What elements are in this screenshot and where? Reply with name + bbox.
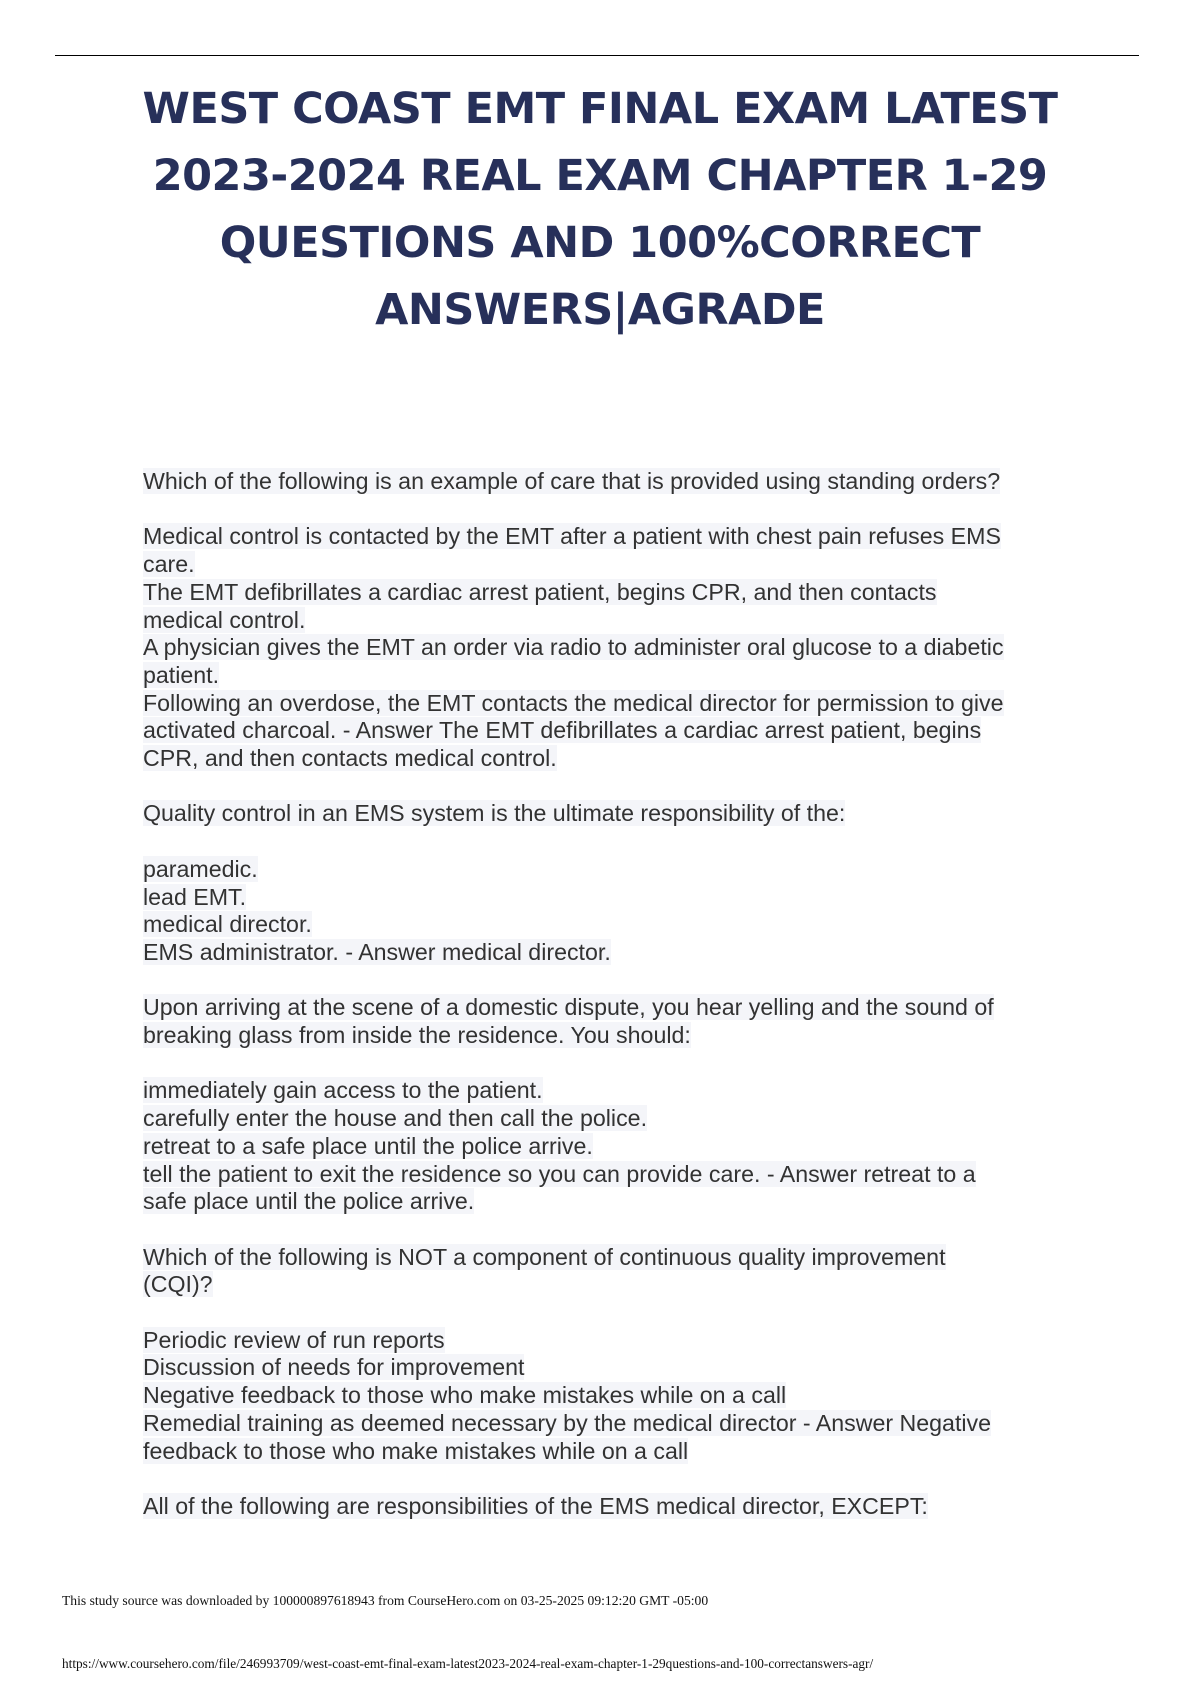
- text-line: [143, 634, 1063, 662]
- text-line: [143, 607, 1063, 635]
- highlighted-text: care.: [143, 551, 195, 578]
- highlighted-text: Remedial training as deemed necessary by the medical director - Answer Negative: [143, 1409, 992, 1436]
- text-block: [143, 800, 1063, 828]
- highlighted-text: tell the patient to exit the residence so you can provide care. - Answer retreat to a: [143, 1160, 976, 1187]
- highlighted-text: EMS administrator. - Answer medical director.: [143, 938, 611, 965]
- text-line: [143, 1077, 1063, 1105]
- text-line: [143, 551, 1063, 579]
- highlighted-text: carefully enter the house and then call the police.: [143, 1105, 648, 1132]
- source-url[interactable]: https://www.coursehero.com/file/246993709/west-coast-emt-final-exam-latest2023-2024-real-exam-chapter-1-29questions-and-100-correctanswers-agr/: [62, 1656, 874, 1671]
- text-block: [143, 994, 1063, 1049]
- text-line: [143, 1493, 1063, 1521]
- text-line: [143, 523, 1063, 551]
- highlighted-text: medical director.: [143, 911, 312, 938]
- highlighted-text: lead EMT.: [143, 883, 247, 910]
- text-line: [143, 911, 1063, 939]
- highlighted-text: feedback to those who make mistakes while on a call: [143, 1437, 689, 1464]
- text-line: [143, 800, 1063, 828]
- highlighted-text: A physician gives the EMT an order via radio to administer oral glucose to a diabetic: [143, 634, 1004, 661]
- text-line: [143, 1382, 1063, 1410]
- highlighted-text: Which of the following is NOT a component of continuous quality improvement: [143, 1243, 946, 1270]
- highlighted-text: paramedic.: [143, 855, 258, 882]
- text-line: [143, 1410, 1063, 1438]
- text-block: [143, 856, 1063, 967]
- text-line: [143, 662, 1063, 690]
- text-line: [143, 468, 1063, 496]
- text-block: [143, 523, 1063, 772]
- top-divider-line: [55, 55, 1139, 56]
- text-line: [143, 1438, 1063, 1466]
- text-line: [143, 690, 1063, 718]
- highlighted-text: Upon arriving at the scene of a domestic dispute, you hear yelling and the sound of: [143, 994, 994, 1021]
- text-line: [143, 1354, 1063, 1382]
- highlighted-text: Negative feedback to those who make mistakes while on a call: [143, 1382, 787, 1409]
- text-block: [143, 1493, 1063, 1521]
- text-line: [143, 1022, 1063, 1050]
- highlighted-text: All of the following are responsibilities of the EMS medical director, EXCEPT:: [143, 1492, 928, 1519]
- text-line: [143, 1133, 1063, 1161]
- document-title: [110, 76, 1090, 344]
- highlighted-text: Discussion of needs for improvement: [143, 1354, 525, 1381]
- text-line: [143, 939, 1063, 967]
- download-source-notice: This study source was downloaded by 100000897618943 from CourseHero.com on 03-25-2025 09:12:20 GMT -05:00: [62, 1593, 709, 1608]
- title-line: QUESTIONS AND 100%CORRECT: [219, 218, 981, 268]
- highlighted-text: Which of the following is an example of care that is provided using standing orders?: [143, 468, 1001, 494]
- text-line: [143, 1327, 1063, 1355]
- text-line: [143, 994, 1063, 1022]
- text-block: [143, 1077, 1063, 1216]
- text-block: [143, 1327, 1063, 1466]
- text-line: [143, 1161, 1063, 1189]
- text-block: [143, 468, 1063, 496]
- highlighted-text: activated charcoal. - Answer The EMT defibrillates a cardiac arrest patient, begins: [143, 717, 982, 744]
- text-line: [143, 884, 1063, 912]
- highlighted-text: CPR, and then contacts medical control.: [143, 745, 557, 772]
- title-line: ANSWERS|AGRADE: [375, 285, 825, 335]
- text-line: [143, 1105, 1063, 1133]
- highlighted-text: Following an overdose, the EMT contacts the medical director for permission to give: [143, 689, 1004, 716]
- highlighted-text: Periodic review of run reports: [143, 1326, 445, 1353]
- text-line: [143, 717, 1063, 745]
- text-line: [143, 1271, 1063, 1299]
- highlighted-text: medical control.: [143, 606, 306, 633]
- question-answer-body: [143, 468, 1063, 1548]
- text-line: [143, 856, 1063, 884]
- text-line: [143, 745, 1063, 773]
- highlighted-text: Quality control in an EMS system is the ultimate responsibility of the:: [143, 800, 846, 827]
- highlighted-text: (CQI)?: [143, 1271, 213, 1298]
- highlighted-text: retreat to a safe place until the police arrive.: [143, 1132, 593, 1159]
- highlighted-text: The EMT defibrillates a cardiac arrest patient, begins CPR, and then contacts: [143, 578, 937, 605]
- highlighted-text: safe place until the police arrive.: [143, 1188, 475, 1215]
- text-block: [143, 1244, 1063, 1299]
- text-line: [143, 1244, 1063, 1272]
- highlighted-text: immediately gain access to the patient.: [143, 1077, 543, 1104]
- highlighted-text: Medical control is contacted by the EMT after a patient with chest pain refuses EMS: [143, 523, 1001, 550]
- highlighted-text: breaking glass from inside the residence. You should:: [143, 1022, 691, 1048]
- text-line: [143, 579, 1063, 607]
- title-line: WEST COAST EMT FINAL EXAM LATEST: [142, 84, 1058, 134]
- title-line: 2023-2024 REAL EXAM CHAPTER 1-29: [152, 151, 1048, 201]
- highlighted-text: patient.: [143, 661, 220, 688]
- text-line: [143, 1188, 1063, 1216]
